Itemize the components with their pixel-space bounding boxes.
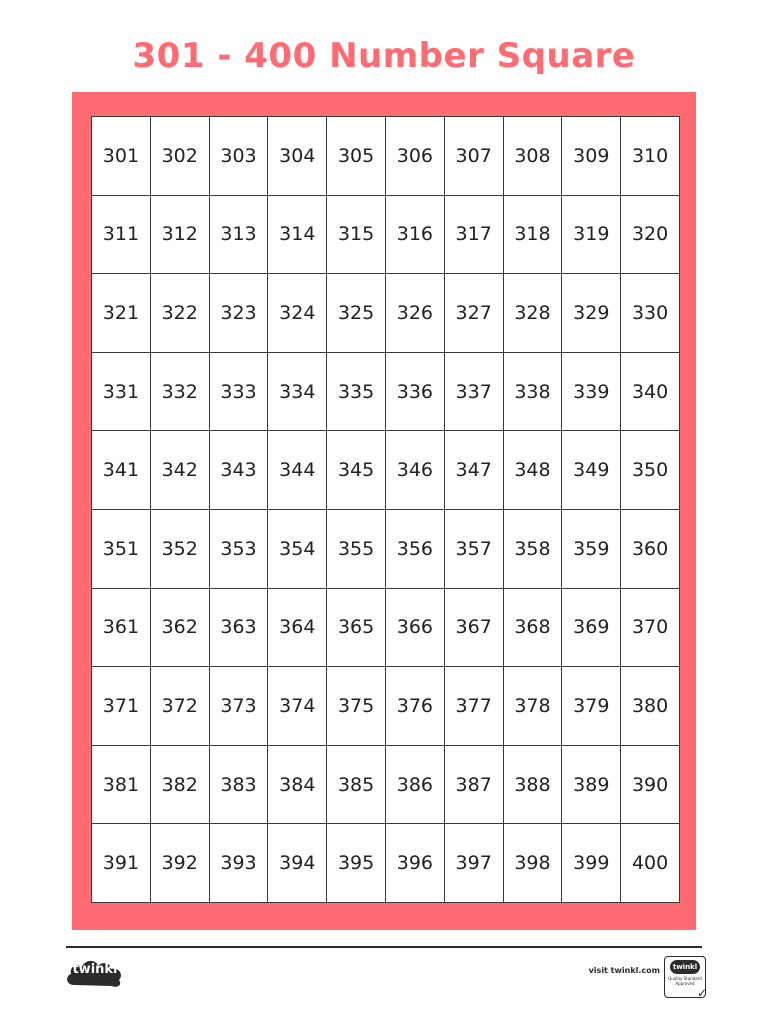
number-cell: 302 [150,117,209,196]
grid-row [92,352,680,431]
number-cell: 329 [562,274,621,353]
number-cell: 385 [327,745,386,824]
number-cell: 363 [209,588,268,667]
number-cell: 347 [444,431,503,510]
number-cell: 361 [92,588,151,667]
number-cell: 354 [268,509,327,588]
number-cell: 367 [444,588,503,667]
number-cell: 324 [268,274,327,353]
number-cell: 306 [385,117,444,196]
number-cell: 380 [621,667,680,746]
number-cell: 323 [209,274,268,353]
number-cell: 344 [268,431,327,510]
number-cell: 336 [385,352,444,431]
number-cell: 397 [444,824,503,903]
number-cell: 384 [268,745,327,824]
number-cell: 318 [503,195,562,274]
grid-row [92,745,680,824]
number-cell: 307 [444,117,503,196]
grid-row [92,274,680,353]
number-cell: 390 [621,745,680,824]
number-cell: 383 [209,745,268,824]
number-cell: 376 [385,667,444,746]
number-cell: 330 [621,274,680,353]
grid-row [92,509,680,588]
number-cell: 394 [268,824,327,903]
number-cell: 378 [503,667,562,746]
number-cell: 353 [209,509,268,588]
number-cell: 375 [327,667,386,746]
number-cell: 332 [150,352,209,431]
number-cell: 395 [327,824,386,903]
footer-divider [66,946,702,948]
number-cell: 346 [385,431,444,510]
quality-badge [664,956,706,998]
number-cell: 322 [150,274,209,353]
number-cell: 313 [209,195,268,274]
badge-caption: Quality Standard Approved [668,976,702,986]
number-cell: 331 [92,352,151,431]
number-cell: 362 [150,588,209,667]
number-cell: 343 [209,431,268,510]
number-cell: 345 [327,431,386,510]
number-cell: 325 [327,274,386,353]
grid-row [92,431,680,510]
number-cell: 356 [385,509,444,588]
number-cell: 309 [562,117,621,196]
number-cell: 368 [503,588,562,667]
number-cell: 335 [327,352,386,431]
number-cell: 339 [562,352,621,431]
number-cell: 389 [562,745,621,824]
number-cell: 369 [562,588,621,667]
grid-row [92,667,680,746]
grid-row [92,117,680,196]
number-cell: 327 [444,274,503,353]
number-cell: 310 [621,117,680,196]
number-cell: 305 [327,117,386,196]
number-cell: 320 [621,195,680,274]
number-cell: 326 [385,274,444,353]
number-cell: 311 [92,195,151,274]
number-cell: 303 [209,117,268,196]
badge-logo: twinkl [670,960,700,974]
number-cell: 315 [327,195,386,274]
number-cell: 386 [385,745,444,824]
number-cell: 392 [150,824,209,903]
number-square-grid [91,116,680,903]
number-cell: 372 [150,667,209,746]
number-square-frame [72,92,696,930]
number-cell: 316 [385,195,444,274]
number-cell: 396 [385,824,444,903]
number-cell: 377 [444,667,503,746]
number-cell: 319 [562,195,621,274]
number-cell: 388 [503,745,562,824]
grid-row [92,588,680,667]
number-cell: 312 [150,195,209,274]
number-cell: 399 [562,824,621,903]
number-cell: 387 [444,745,503,824]
number-cell: 314 [268,195,327,274]
visit-link[interactable]: visit twinkl.com [588,966,660,975]
number-cell: 379 [562,667,621,746]
number-cell: 350 [621,431,680,510]
number-cell: 352 [150,509,209,588]
number-cell: 398 [503,824,562,903]
number-cell: 366 [385,588,444,667]
number-cell: 328 [503,274,562,353]
number-cell: 365 [327,588,386,667]
number-cell: 321 [92,274,151,353]
number-cell: 342 [150,431,209,510]
number-cell: 364 [268,588,327,667]
page-title: 301 - 400 Number Square [132,36,636,76]
grid-row [92,195,680,274]
number-cell: 393 [209,824,268,903]
number-cell: 349 [562,431,621,510]
number-cell: 308 [503,117,562,196]
number-cell: 351 [92,509,151,588]
number-cell: 317 [444,195,503,274]
number-cell: 333 [209,352,268,431]
number-cell: 348 [503,431,562,510]
number-cell: 338 [503,352,562,431]
twinkl-logo[interactable] [64,955,126,989]
number-cell: 391 [92,824,151,903]
number-cell: 340 [621,352,680,431]
number-cell: 374 [268,667,327,746]
number-cell: 360 [621,509,680,588]
grid-row [92,824,680,903]
number-cell: 370 [621,588,680,667]
number-cell: 382 [150,745,209,824]
number-cell: 304 [268,117,327,196]
number-cell: 301 [92,117,151,196]
number-cell: 358 [503,509,562,588]
number-cell: 400 [621,824,680,903]
number-cell: 371 [92,667,151,746]
number-cell: 334 [268,352,327,431]
number-cell: 373 [209,667,268,746]
number-cell: 341 [92,431,151,510]
number-cell: 355 [327,509,386,588]
number-cell: 381 [92,745,151,824]
number-cell: 359 [562,509,621,588]
check-icon: ✓ [696,986,707,1000]
number-cell: 337 [444,352,503,431]
logo-text: twinkl [72,962,118,977]
number-cell: 357 [444,509,503,588]
